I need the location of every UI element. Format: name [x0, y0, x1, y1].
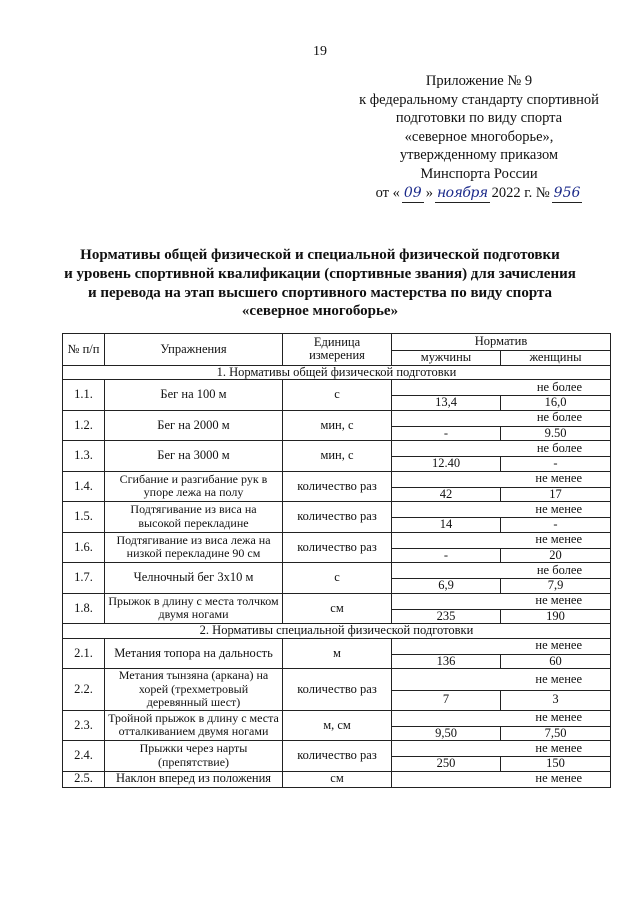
row-number: 1.2.	[63, 410, 105, 441]
section-row	[63, 365, 611, 380]
value-women: 20	[501, 548, 611, 563]
value-men: 136	[392, 654, 501, 669]
value-men: 250	[392, 757, 501, 772]
row-condition: не более	[392, 410, 611, 426]
row-exercise: Бег на 100 м	[105, 380, 283, 411]
value-men: 13,4	[392, 396, 501, 411]
value-women: -	[501, 518, 611, 533]
header-num: № п/п	[63, 334, 105, 366]
value-men: 9,50	[392, 726, 501, 741]
row-unit: м, см	[283, 710, 392, 741]
value-men: 235	[392, 609, 501, 624]
row-number: 1.6.	[63, 532, 105, 563]
row-exercise: Метания топора на дальность	[105, 638, 283, 669]
title-line: «северное многоборье»	[241, 303, 399, 320]
row-unit: см	[283, 771, 392, 787]
value-women: 9.50	[501, 426, 611, 441]
row-condition: не более	[392, 563, 611, 579]
document-title	[40, 246, 600, 321]
order-year: 2022 г. №	[491, 184, 550, 201]
row-unit: мин, с	[283, 410, 392, 441]
section-title: 2. Нормативы специальной физической подготовки	[63, 624, 611, 639]
value-men: 14	[392, 518, 501, 533]
row-exercise: Метания тынзяна (аркана) на хорей (трехметровый деревянный шест)	[105, 669, 283, 711]
section-row	[63, 624, 611, 639]
row-condition: не менее	[392, 471, 611, 487]
row-number: 2.2.	[63, 669, 105, 711]
row-number: 1.4.	[63, 471, 105, 502]
row-exercise: Тройной прыжок в длину с места отталкиванием двумя ногами	[105, 710, 283, 741]
value-women: 7,9	[501, 579, 611, 594]
row-number: 2.3.	[63, 710, 105, 741]
appendix-line: утвержденному приказом	[399, 147, 559, 164]
row-unit: с	[283, 563, 392, 594]
table-row	[63, 532, 611, 548]
value-women: 17	[501, 487, 611, 502]
page-number: 19	[313, 44, 327, 59]
row-condition: не менее	[392, 771, 611, 787]
order-line	[344, 184, 614, 204]
value-women: 60	[501, 654, 611, 669]
value-women: 16,0	[501, 396, 611, 411]
header-women: женщины	[501, 351, 611, 366]
table-row	[63, 710, 611, 726]
row-exercise: Прыжки через нарты (препятствие)	[105, 741, 283, 772]
row-number: 1.5.	[63, 502, 105, 533]
table-row	[63, 380, 611, 396]
appendix-line: подготовки по виду спорта	[395, 110, 563, 127]
header-unit: Единица измерения	[283, 334, 392, 366]
row-number: 2.1.	[63, 638, 105, 669]
row-number: 1.7.	[63, 563, 105, 594]
row-number: 1.3.	[63, 441, 105, 472]
row-condition: не менее	[392, 638, 611, 654]
value-men: -	[392, 426, 501, 441]
row-exercise: Подтягивание из виса лежа на низкой перекладине 90 см	[105, 532, 283, 563]
order-prefix: от «	[375, 184, 400, 201]
row-condition: не менее	[392, 710, 611, 726]
row-condition: не более	[392, 380, 611, 396]
row-unit: количество раз	[283, 502, 392, 533]
header-exercise: Упражнения	[105, 334, 283, 366]
appendix-line: к федеральному стандарту спортивной	[359, 91, 599, 108]
row-number: 2.4.	[63, 741, 105, 772]
row-number: 1.8.	[63, 593, 105, 624]
table-row	[63, 441, 611, 457]
table-row	[63, 741, 611, 757]
title-line: и перевода на этап высшего спортивного мастерства по виду спорта	[87, 284, 553, 301]
table-row	[63, 410, 611, 426]
value-men: 6,9	[392, 579, 501, 594]
row-condition: не менее	[392, 669, 611, 691]
value-men: 7	[392, 690, 501, 710]
row-condition: не менее	[392, 741, 611, 757]
appendix-line: Приложение № 9	[425, 73, 533, 89]
row-condition: не менее	[392, 593, 611, 609]
value-men: -	[392, 548, 501, 563]
table-row	[63, 593, 611, 609]
row-exercise: Челночный бег 3x10 м	[105, 563, 283, 594]
row-condition: не менее	[392, 532, 611, 548]
table-row	[63, 638, 611, 654]
table-row	[63, 669, 611, 691]
norms-table	[62, 333, 611, 788]
table-row	[63, 563, 611, 579]
row-unit: количество раз	[283, 532, 392, 563]
appendix-block	[344, 72, 614, 203]
row-unit: количество раз	[283, 741, 392, 772]
row-number: 2.5.	[63, 771, 105, 787]
section-title: 1. Нормативы общей физической подготовки	[63, 365, 611, 380]
row-exercise: Подтягивание из виса на высокой перекладине	[105, 502, 283, 533]
row-unit: мин, с	[283, 441, 392, 472]
header-men: мужчины	[392, 351, 501, 366]
row-exercise: Бег на 3000 м	[105, 441, 283, 472]
table-row	[63, 502, 611, 518]
value-men: 12.40	[392, 457, 501, 472]
row-exercise: Наклон вперед из положения	[105, 771, 283, 787]
row-unit: см	[283, 593, 392, 624]
row-condition: не более	[392, 441, 611, 457]
header-norm: Норматив	[392, 334, 611, 351]
order-month-handwritten: ноября	[435, 184, 490, 204]
title-line: и уровень спортивной квалификации (спортивные звания) для зачисления	[64, 265, 576, 282]
row-condition: не менее	[392, 502, 611, 518]
value-women: 7,50	[501, 726, 611, 741]
row-unit: количество раз	[283, 669, 392, 711]
row-exercise: Прыжок в длину с места толчком двумя ногами	[105, 593, 283, 624]
order-day-handwritten: 09	[402, 184, 424, 204]
row-number: 1.1.	[63, 380, 105, 411]
title-line: Нормативы общей физической и специальной физической подготовки	[80, 247, 560, 263]
row-exercise: Сгибание и разгибание рук в упоре лежа на полу	[105, 471, 283, 502]
table-row	[63, 471, 611, 487]
value-men: 42	[392, 487, 501, 502]
table-row	[63, 771, 611, 787]
appendix-line: «северное многоборье»,	[404, 128, 554, 145]
row-unit: м	[283, 638, 392, 669]
row-exercise: Бег на 2000 м	[105, 410, 283, 441]
value-women: 190	[501, 609, 611, 624]
value-women: 3	[501, 690, 611, 710]
row-unit: количество раз	[283, 471, 392, 502]
appendix-line: Минспорта России	[420, 165, 538, 182]
row-unit: с	[283, 380, 392, 411]
order-mid: »	[425, 184, 433, 201]
order-number-handwritten: 956	[552, 184, 583, 204]
value-women: -	[501, 457, 611, 472]
value-women: 150	[501, 757, 611, 772]
